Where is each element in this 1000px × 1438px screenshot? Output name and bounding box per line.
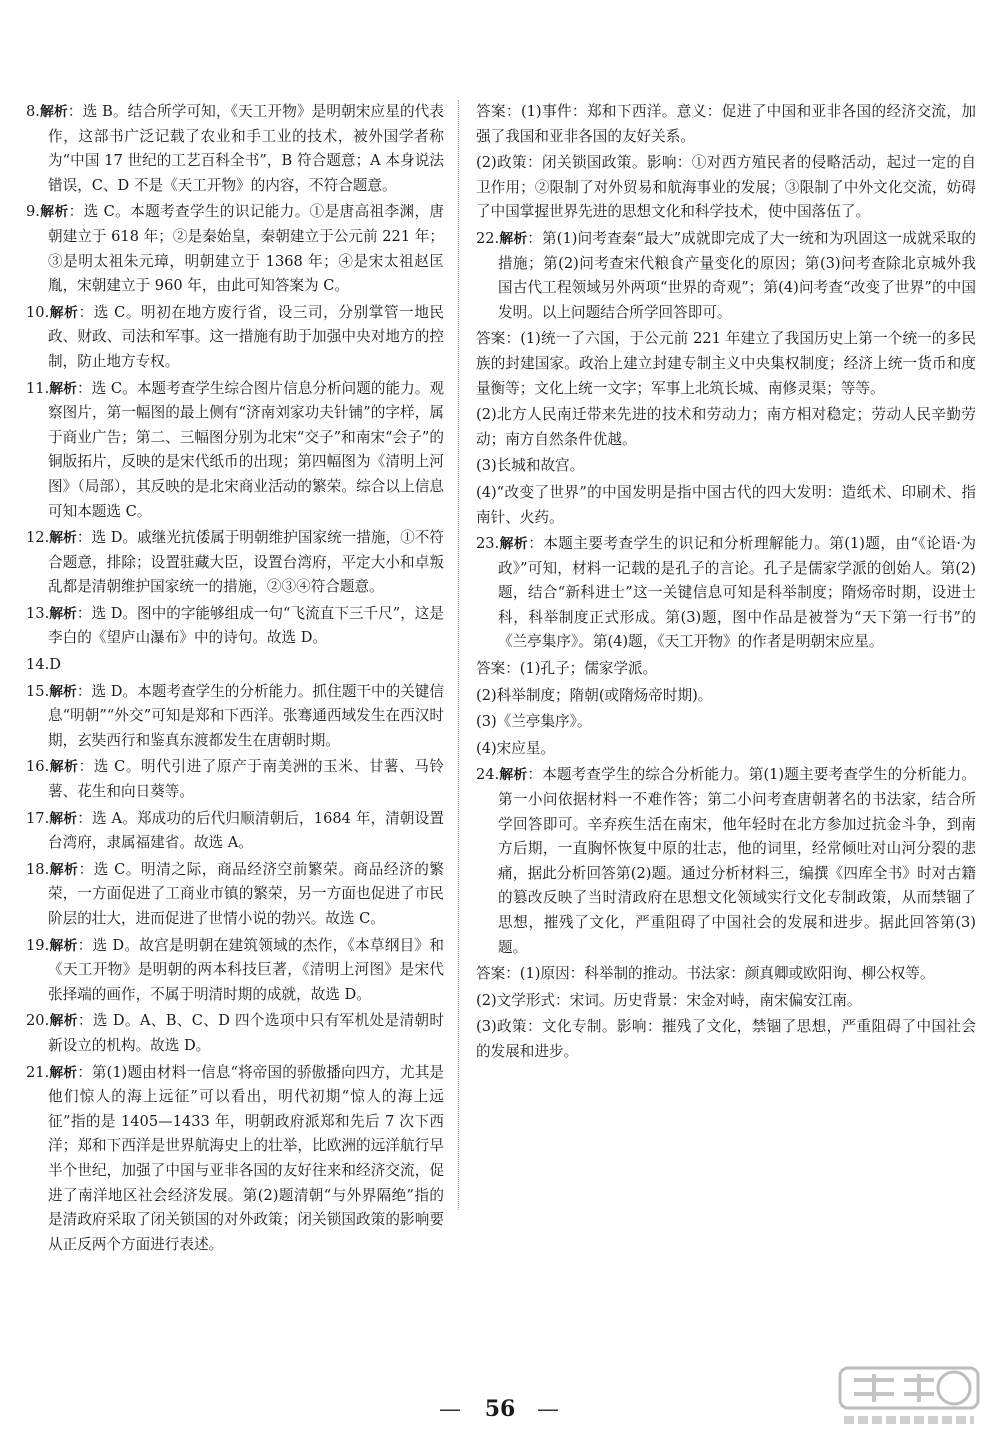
analysis-label: 解析	[499, 536, 529, 553]
answer-item	[26, 1061, 444, 1258]
item-text: ：选 D。图中的字能够组成一句“飞流直下三千尺”，这是李白的《望庐山瀑布》中的诗句。故选 D。	[48, 604, 445, 647]
item-text: ：(1)原因：科举制的推动。书法家：颜真卿或欧阳询、柳公权等。	[505, 965, 935, 983]
item-text: (2)科举制度；隋朝(或隋炀帝时期)。	[476, 686, 713, 704]
answer-label: 答案	[476, 330, 506, 348]
item-number: 18.	[26, 860, 50, 878]
item-number: 22.	[476, 229, 500, 247]
answer-item	[26, 755, 444, 804]
answer-paragraph	[476, 327, 976, 401]
item-text: ：(1)事件：郑和下西洋。意义：促进了中国和亚非各国的经济交流，加强了我国和亚非各国的友好关系。	[476, 103, 976, 145]
item-text: ：选 D。A、B、C、D 四个选项中只有军机处是清朝时新设立的机构。故选 D。	[48, 1012, 444, 1054]
answer-item	[26, 653, 444, 678]
item-text: ：第(1)题由材料一信息“将帝国的骄傲播向四方，尤其是他们惊人的海上远征”可以看出，明代初期“惊人的海上远征”指的是 1405—1433 年，明朝政府派郑和先后 7 次下西洋；郑和下西洋是世界航海史上的壮举，比欧洲的远洋航行早半个世纪，加强了中国与亚非各国的友好往来和经济交流，促进了南洋地区社会经济发展。第(2)题清朝“与外界隔绝”指的是清政府采取了闭关锁国的对外政策；闭关锁国政策的影响要从正反两个方面进行表述。	[48, 1063, 445, 1253]
answer-item	[26, 301, 444, 375]
item-text: (2)政策：闭关锁国政策。影响：①对西方殖民者的侵略活动，起过一定的自卫作用；②限制了对外贸易和航海事业的发展；③限制了中外文化交流，妨碍了中国掌握世界先进的思想文化和科学技术，使中国落伍了。	[476, 154, 976, 221]
analysis-label: 解析	[49, 530, 77, 547]
analysis-label: 解析	[49, 605, 77, 622]
analysis-label: 解析	[499, 230, 528, 247]
item-text: (3)政策：文化专制。影响：摧残了文化，禁锢了思想，严重阻碍了中国社会的发展和进步。	[476, 1018, 976, 1060]
left-column	[26, 100, 444, 1259]
item-number: 13.	[26, 604, 50, 622]
item-text: ：第(1)问考查秦“最大”成就即完成了大一统和为巩固这一成就采取的措施；第(2)问考查宋代粮食产量变化的原因；第(3)问考查除北京城外我国古代工程领域另外两项“世界的奇观”；第(4)问考查“改变了世界”的中国发明。以上问题结合所学回答即可。	[498, 229, 976, 321]
item-text: ：本题主要考查学生的识记和分析理解能力。第(1)题，由“《论语·为政》”可知，材料一记载的是孔子的言论。孔子是儒家学派的创始人。第(2)题，结合“新科进士”这一关键信息可知是科举制度；隋炀帝时期，设进士科，科举制度正式形成。第(3)题，图中作品是被誉为“天下第一行书”的《兰亭集序》。第(4)题，《天工开物》的作者是明朝宋应星。	[498, 535, 976, 651]
item-number: 15.	[26, 682, 50, 700]
item-text: ：选 C。明代引进了原产于南美洲的玉米、甘薯、马铃薯、花生和向日葵等。	[48, 758, 444, 801]
analysis-label: 解析	[49, 810, 78, 827]
analysis-label: 解析	[49, 304, 79, 321]
item-number: 17.	[26, 809, 50, 827]
item-number: 19.	[26, 936, 50, 954]
item-number: 24.	[476, 766, 500, 784]
answer-item	[26, 934, 444, 1008]
answer-item	[26, 858, 444, 932]
item-number: 16.	[26, 758, 50, 776]
item-number: 10.	[26, 303, 50, 321]
analysis-label: 解析	[39, 204, 69, 221]
item-text: ：选 C。本题考查学生综合图片信息分析问题的能力。观察图片，第一幅图的最上侧有“济南刘家功夫针铺”的字样，属于商业广告；第二、三幅图分别为北宋“交子”和南宋“会子”的铜版拓片，反映的是宋代纸币的出现；第四幅图为《清明上河图》（局部），其反映的是北宋商业活动的繁荣。综合以上信息可知本题选 C。	[48, 379, 444, 520]
answer-subparagraph	[476, 403, 976, 452]
analysis-label: 解析	[49, 861, 79, 878]
left-items	[26, 100, 444, 1257]
analysis-label: 解析	[49, 683, 77, 700]
item-text: (3)长城和故宫。	[476, 457, 585, 475]
item-number: 11.	[26, 379, 50, 397]
answer-subparagraph	[476, 151, 976, 225]
item-text: (4)“改变了世界”的中国发明是指中国古代的四大发明：造纸术、印刷术、指南针、火药。	[476, 483, 976, 526]
item-text: ：选 C。明清之际，商品经济空前繁荣。商品经济的繁荣，一方面促进了工商业市镇的繁荣，另一方面也促进了市民阶层的壮大，进而促进了世情小说的勃兴。故选 C。	[48, 860, 444, 927]
item-text: ：选 C。明初在地方废行省，设三司，分别掌管一地民政、财政、司法和军事。这一措施有助于加强中央对地方的控制，防止地方专权。	[48, 303, 444, 370]
answer-subparagraph	[476, 481, 976, 530]
answer-item	[26, 100, 444, 198]
analysis-label: 解析	[49, 1013, 78, 1030]
item-text: ：本题考查学生的综合分析能力。第(1)题主要考查学生的分析能力。第一小问依据材料一不难作答；第二小问考查唐朝著名的书法家，结合所学回答即可。辛弃疾生活在南宋，他年轻时在北方参加过抗金斗争，到南方后期，一直胸怀恢复中原的壮志，他的词里，经常倾吐对山河分裂的悲痛，据此分析回答第(2)题。通过分析材料三，编撰《四库全书》时对古籍的篡改反映了当时清政府在思想文化领域实行文化专制政策，从而禁锢了思想，摧残了文化，严重阻碍了中国社会的发展和进步。据此回答第(3)题。	[498, 766, 976, 956]
item-text: (2)文学形式：宋词。历史背景：宋金对峙，南宋偏安江南。	[476, 991, 862, 1009]
item-text: ：选 C。本题考查学生的识记能力。①是唐高祖李渊，唐朝建立于 618 年；②是秦始皇，秦朝建立于公元前 221 年；③是明太祖朱元璋，明朝建立于 1368 年；④是宋太祖赵匡胤，宋朝建立于 960 年，由此可知答案为 C。	[48, 203, 445, 295]
analysis-label: 解析	[499, 767, 528, 784]
answer-subparagraph	[476, 684, 976, 709]
answer-subparagraph	[476, 737, 976, 762]
answer-subparagraph	[476, 989, 976, 1014]
column-divider	[458, 100, 459, 1210]
answer-item	[476, 763, 976, 960]
answer-paragraph	[476, 962, 976, 987]
item-text: ：选 D。故宫是明朝在建筑领域的杰作，《本草纲目》和《天工开物》是明朝的两本科技巨著，《清明上河图》是宋代张择端的画作，不属于明清时期的成就，故选 D。	[48, 936, 445, 1003]
item-text: ：选 A。郑成功的后代归顺清朝后，1684 年，清朝设置台湾府，隶属福建省。故选 A。	[48, 809, 444, 852]
item-text: D	[49, 656, 61, 674]
item-text: ：选 D。本题考查学生的分析能力。抓住题干中的关键信息“明朝”“外交”可知是郑和下西洋。张骞通西域发生在西汉时期，玄奘西行和鉴真东渡都发生在唐朝时期。	[48, 682, 445, 749]
answer-item	[476, 532, 976, 655]
footer-dash-right: —	[536, 1397, 561, 1422]
item-number: 9.	[26, 203, 40, 221]
answer-item	[26, 807, 444, 856]
item-text: ：选 B。结合所学可知，《天工开物》是明朝宋应星的代表作，这部书广泛记载了农业和手工业的技术，被外国学者称为“中国 17 世纪的工艺百科全书”，B 符合题意；A 本身说法错误，C、D 不是《天工开物》的内容，不符合题意。	[48, 103, 444, 194]
answer-item	[26, 680, 444, 754]
answer-subparagraph	[476, 1015, 976, 1064]
answer-subparagraph	[476, 710, 976, 735]
answer-label: 答案	[476, 660, 506, 678]
right-column	[476, 100, 976, 1067]
right-items	[476, 100, 976, 1065]
answer-item	[476, 227, 976, 325]
answer-paragraph	[476, 100, 976, 149]
item-number: 8.	[26, 103, 40, 120]
answer-paragraph	[476, 657, 976, 682]
answer-item	[26, 1009, 444, 1058]
answer-subparagraph	[476, 454, 976, 479]
answer-item	[26, 526, 444, 600]
answer-item	[26, 200, 444, 298]
item-number: 20.	[26, 1012, 50, 1030]
answer-label: 答案	[476, 965, 506, 983]
answer-item	[26, 602, 444, 651]
analysis-label: 解析	[49, 1064, 78, 1081]
analysis-label: 解析	[49, 937, 78, 954]
item-text: (3)《兰亭集序》。	[476, 713, 592, 731]
item-text: (4)宋应星。	[476, 739, 556, 757]
item-text: ：选 D。戚继光抗倭属于明朝维护国家统一措施，①不符合题意，排除；设置驻藏大臣，设置台湾府，平定大小和卓叛乱都是清朝维护国家统一的措施，②③④符合题意。	[48, 529, 445, 596]
answer-stamp-logo-icon	[834, 1364, 984, 1434]
footer-dash-left: —	[439, 1397, 464, 1422]
answer-item	[26, 377, 444, 525]
item-text: (2)北方人民南迁带来先进的技术和劳动力；南方相对稳定；劳动人民辛勤劳动；南方自然条件优越。	[476, 406, 976, 448]
analysis-label: 解析	[39, 104, 68, 120]
item-text: ：(1)孔子；儒家学派。	[505, 660, 658, 678]
page-number: 56	[484, 1396, 516, 1422]
answer-label: 答案	[476, 103, 506, 120]
analysis-label: 解析	[49, 759, 79, 776]
item-number: 14.	[26, 656, 50, 674]
item-number: 21.	[26, 1063, 50, 1081]
analysis-label: 解析	[49, 380, 77, 397]
item-number: 23.	[476, 535, 500, 553]
item-number: 12.	[26, 529, 50, 547]
item-text: ：(1)统一了六国，于公元前 221 年建立了我国历史上第一个统一的多民族的封建国家。政治上建立封建专制主义中央集权制度；经济上统一货币和度量衡等；文化上统一文字；军事上北筑长城、南修灵渠；等等。	[476, 330, 976, 397]
